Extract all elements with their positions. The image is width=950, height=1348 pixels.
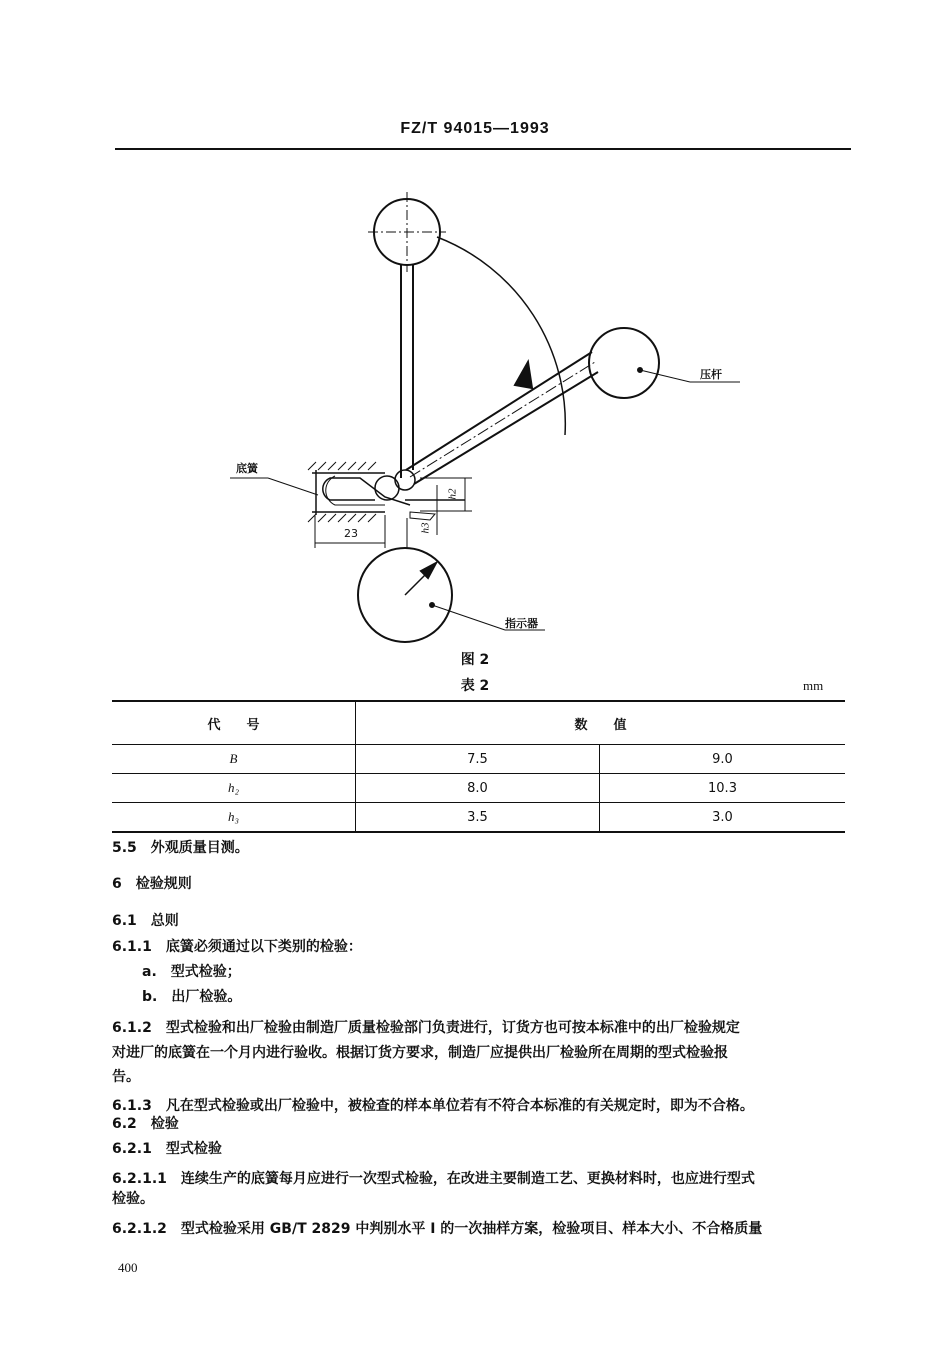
header-code: 代 号	[207, 717, 260, 733]
vertical-rod	[401, 265, 413, 478]
table-row	[112, 745, 845, 774]
cell-value-2: 9.0	[600, 745, 846, 774]
clause-6-1-2-cont: 对进厂的底簧在一个月内进行验收。根据订货方要求，制造厂应提供出厂检验所在周期的型式检验报	[112, 1045, 728, 1061]
top-ball	[368, 192, 446, 272]
spring-housing	[308, 462, 465, 522]
cell-code: h₃	[112, 803, 356, 833]
clause-6-1-3: 6.1.3 凡在型式检验或出厂检验中，被检查的样本单位若有不符合本标准的有关规定时，即为不合格。	[112, 1098, 754, 1114]
lever-ball	[589, 328, 740, 398]
rotation-arrow	[515, 362, 532, 388]
table-header-row	[112, 701, 845, 745]
list-item-a: a. 型式检验；	[142, 964, 241, 980]
figure-2-diagram	[0, 0, 950, 660]
spring-label: 底簧	[236, 462, 258, 475]
table-row	[112, 774, 845, 803]
lever-label: 压杆	[700, 368, 722, 381]
cell-value-1: 3.5	[356, 803, 600, 833]
table-unit: mm	[803, 678, 824, 693]
list-item-b: b. 出厂检验。	[142, 989, 242, 1005]
cell-code: h₂	[112, 774, 356, 803]
clause-6-2-1-2: 6.2.1.2 型式检验采用 GB/T 2829 中判别水平 Ⅰ 的一次抽样方案，检验项目、样本大小、不合格质量	[112, 1221, 763, 1237]
cell-value-1: 8.0	[356, 774, 600, 803]
dimension-23-label: 23	[344, 527, 358, 540]
clause-6-2: 6.2 检验	[112, 1116, 179, 1132]
h2-label: h2	[446, 488, 459, 500]
clause-6-2-1: 6.2.1 型式检验	[112, 1141, 222, 1157]
cell-value-2: 3.0	[600, 803, 846, 833]
table-caption: 表 2	[460, 678, 490, 694]
swing-arc	[437, 237, 565, 435]
cell-code: B	[112, 745, 356, 774]
table-2	[112, 700, 845, 833]
section-6-heading: 6 检验规则	[112, 876, 192, 892]
page-number: 400	[118, 1260, 138, 1275]
table-row	[112, 803, 845, 833]
standard-number-header: FZ/T 94015—1993	[400, 120, 550, 137]
indicator-label: 指示器	[505, 617, 538, 630]
inclined-lever	[406, 352, 598, 484]
clause-6-2-1-1: 6.2.1.1 连续生产的底簧每月应进行一次型式检验，在改进主要制造工艺、更换材料时，也应进行型式	[112, 1171, 755, 1187]
spring-leader	[230, 478, 318, 495]
cell-value-2: 10.3	[600, 774, 846, 803]
clause-6-1-2-cont: 告。	[112, 1069, 140, 1085]
header-value: 数 值	[356, 701, 846, 745]
cell-value-1: 7.5	[356, 745, 600, 774]
clause-6-1: 6.1 总则	[112, 913, 179, 929]
clause-6-2-1-1-cont: 检验。	[112, 1191, 154, 1207]
clause-5-5: 5.5 外观质量目测。	[112, 840, 249, 856]
clause-6-1-1: 6.1.1 底簧必须通过以下类别的检验：	[112, 939, 362, 955]
h3-label: h3	[419, 522, 432, 534]
clause-6-1-2: 6.1.2 型式检验和出厂检验由制造厂质量检验部门负责进行，订货方也可按本标准中的出厂检验规定	[112, 1020, 740, 1036]
figure-caption: 图 2	[460, 652, 490, 668]
